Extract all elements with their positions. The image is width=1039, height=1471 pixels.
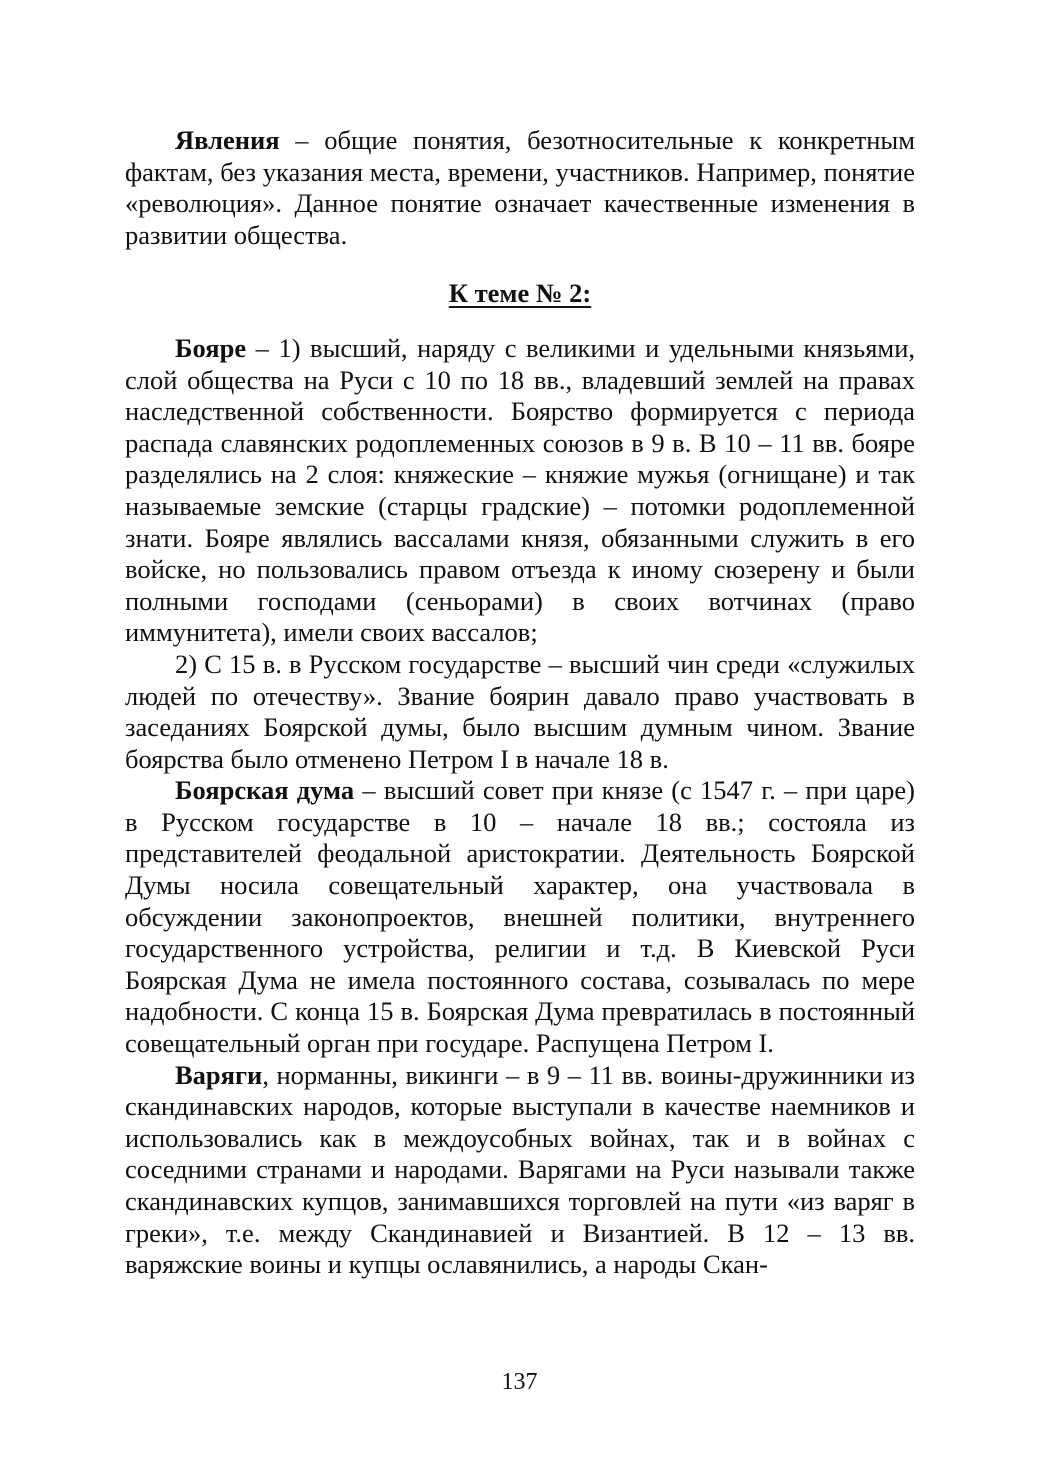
definition-boyarskaya-duma: – высший совет при князе (с 1547 г. – при царе) в Русском государстве в 10 – начале 18 вв.; состояла из представителей феодальной аристократии. Деятельность Боярской Думы носила совещательный характер, она участвовала в обсуждении законопроектов, внешней политики, внутреннего государственного устройства, религии и т.д. В Киевской Руси Боярская Дума не имела постоянного состава, созывалась по мере надобности. С конца 15 в. Боярская Дума превратилась в постоянный совещательный орган при государе. Распущена Петром I. — [125, 775, 915, 1059]
term-boyare: Бояре — [175, 332, 247, 363]
definition-yavleniya: – общие понятия, безотносительные к конкретным фактам, без указания места, времени, участников. Например, понятие «революция». Данное понятие означает качественные изменения в развитии общества. — [125, 125, 915, 250]
definition-boyare: – 1) высший, наряду с великими и удельными князьями, слой общества на Руси с 10 по 18 вв., владевший землей на правах наследственной собственности. Боярство формируется с периода распада славянских родоплеменных союзов в 9 в. В 10 – 11 вв. бояре разделялись на 2 слоя: княжеские – княжие мужья (огнищане) и так называемые земские (старцы градские) – потомки родоплеменной знати. Бояре являлись вассалами князя, обязанными служить в его войске, но пользовались правом отъезда к иному сюзерену и были полными господами (сеньорами) в своих вотчинах (право иммунитета), имели своих вассалов; — [125, 332, 915, 648]
document-page — [125, 125, 915, 1281]
section-heading: К теме № 2: — [448, 278, 592, 309]
page-number: 137 — [501, 1369, 538, 1395]
term-boyarskaya-duma: Боярская дума — [175, 775, 355, 806]
entry-yavleniya — [125, 125, 915, 251]
term-yavleniya: Явления — [175, 125, 280, 155]
term-varyagi: Варяги — [175, 1059, 263, 1090]
definition-varyagi: , норманны, викинги – в 9 – 11 вв. воины-дружинники из скандинавских народов, которые выступали в качестве наемников и использовались как в междоусобных войнах, так и в войнах с соседними странами и народами. Варягами на Руси называли также скандинавских купцов, занимавшихся торговлей на пути «из варяг в греки», т.е. между Скандинавией и Византией. В 12 – 13 вв. варяжские воины и купцы ославянились, а народы Скан- — [125, 1059, 915, 1280]
entry-boyarskaya-duma — [125, 775, 915, 1059]
entry-boyare — [125, 333, 915, 649]
entry-varyagi — [125, 1060, 915, 1281]
entry-boyare-part2: 2) С 15 в. в Русском государстве – высший чин среди «служилых людей по отечеству». Звание боярин давало право участвовать в заседаниях Боярской думы, было высшим думным чином. Звание боярства было отменено Петром I в начале 18 в. — [125, 648, 915, 774]
